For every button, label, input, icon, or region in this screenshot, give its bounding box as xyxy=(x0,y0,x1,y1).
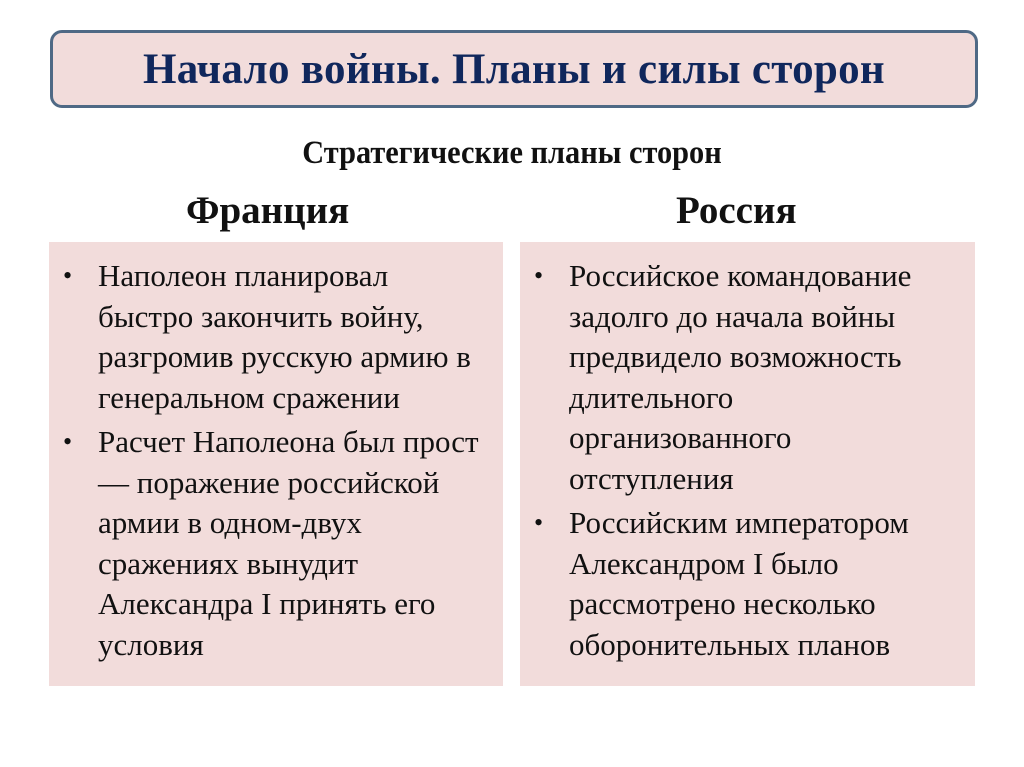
bullet-icon: • xyxy=(534,261,544,290)
list-item xyxy=(63,256,491,418)
bullet-text: Наполеон планировал быстро закончить войну, разгромив русскую армию в генеральном сражении xyxy=(98,258,471,415)
list-item xyxy=(534,503,963,665)
bullet-text: Расчет Наполеона был прост — поражение российской армии в одном-двух сражениях вынудит Александра I принять его условия xyxy=(98,424,479,662)
column-heading-russia: Россия xyxy=(676,189,797,232)
list-item xyxy=(534,256,963,499)
list-item xyxy=(63,422,491,665)
bullet-text: Российским императором Александром I было рассмотрено несколько оборонительных планов xyxy=(569,505,909,662)
slide-title: Начало войны. Планы и силы сторон xyxy=(142,45,885,93)
bullet-text: Российское командование задолго до начала войны предвидело возможность длительного организованного отступления xyxy=(569,258,912,496)
slide-subtitle: Стратегические планы сторон xyxy=(302,135,722,171)
column-heading-france: Франция xyxy=(186,189,350,232)
title-box xyxy=(50,30,978,108)
bullet-icon: • xyxy=(63,427,73,456)
panel-france xyxy=(49,242,503,686)
bullet-icon: • xyxy=(534,508,544,537)
bullet-icon: • xyxy=(63,261,73,290)
bullet-list-russia xyxy=(534,256,963,665)
panel-russia xyxy=(520,242,975,686)
bullet-list-france xyxy=(63,256,491,665)
